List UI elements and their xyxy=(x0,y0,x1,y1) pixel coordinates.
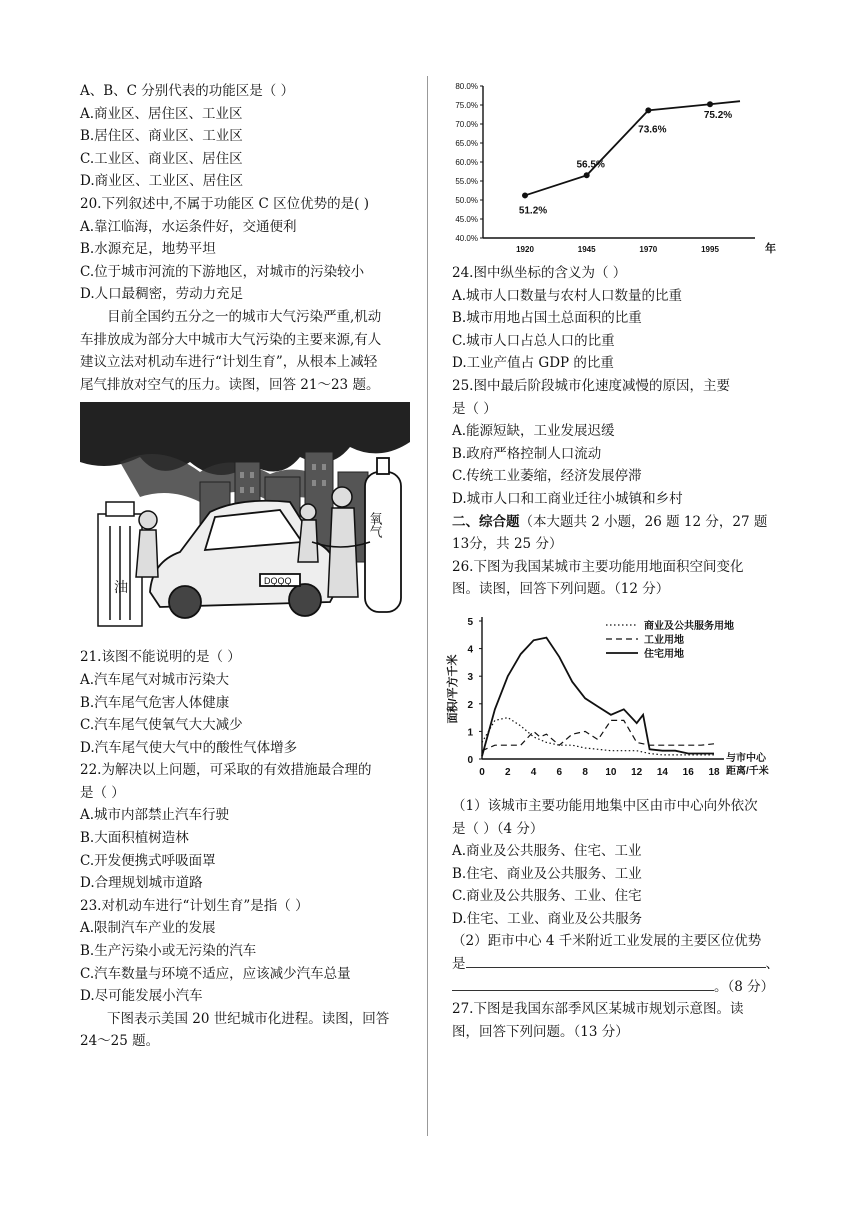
y-tick-label: 60.0% xyxy=(455,158,478,167)
q21-option: C.汽车尾气使氧气大大减少 xyxy=(80,717,243,734)
land-use-chart xyxy=(444,609,782,789)
q22-option: A.城市内部禁止汽车行驶 xyxy=(80,807,230,824)
intro-paragraph-line: 尾气排放对空气的压力。读图，回答 21～23 题。 xyxy=(80,376,380,393)
data-label: 56.5% xyxy=(576,159,605,171)
right-column xyxy=(447,262,782,1043)
y-tick-label: 40.0% xyxy=(455,234,478,243)
intro-paragraph-line: 24～25 题。 xyxy=(80,1033,160,1050)
x-tick-label: 1945 xyxy=(577,245,596,254)
y-tick-label: 50.0% xyxy=(455,196,478,205)
intro-paragraph-line: 车排放成为部分大中城市大气污染的主要来源,有人 xyxy=(80,331,382,348)
x-tick-label: 4 xyxy=(530,766,537,778)
x-tick-label: 2 xyxy=(504,766,511,778)
q24-option: B.城市用地占国土总面积的比重 xyxy=(452,310,642,327)
section-2-note: 13分，共 25 分） xyxy=(452,536,563,553)
q26-1-option: A.商业及公共服务、住宅、工业 xyxy=(452,843,642,860)
q24-stem: 24.图中纵坐标的含义为（ ） xyxy=(452,265,627,281)
q21-option: B.汽车尾气危害人体健康 xyxy=(80,694,230,711)
q21-stem: 21.该图不能说明的是（ ） xyxy=(80,649,241,666)
q25-option: D.城市人口和工商业迁往小城镇和乡村 xyxy=(452,490,683,507)
series-line-dotted xyxy=(482,718,714,755)
y-tick-label: 80.0% xyxy=(455,82,478,91)
answer-blank[interactable] xyxy=(452,990,714,991)
q26-1-option: B.住宅、商业及公共服务、工业 xyxy=(452,865,642,882)
q26-1-option: D.住宅、工业、商业及公共服务 xyxy=(452,910,643,927)
column-divider xyxy=(427,76,428,1136)
q21-option: A.汽车尾气对城市污染大 xyxy=(80,671,230,688)
q19-option: A.商业区、居住区、工业区 xyxy=(80,105,243,122)
x-axis-label: 距离/千米 xyxy=(726,765,769,777)
intro-paragraph-line: 目前全国约五分之一的城市大气污染严重,机动 xyxy=(107,308,382,325)
pollution-cartoon xyxy=(80,402,410,638)
data-point xyxy=(522,192,528,198)
data-point xyxy=(645,107,651,113)
x-tick-label: 16 xyxy=(682,766,694,778)
q25-stem: 25.图中最后阶段城市化速度减慢的原因，主要 xyxy=(452,377,730,394)
x-tick-label: 10 xyxy=(605,766,617,778)
q26-2-answer-line-2 xyxy=(452,976,782,999)
series-line-dashed xyxy=(482,720,714,750)
q27-stem: 图，回答下列问题。（13 分） xyxy=(452,1023,629,1040)
q22-option: C.开发便携式呼吸面罩 xyxy=(80,852,216,869)
q25-option: C.传统工业萎缩，经济发展停滞 xyxy=(452,468,642,485)
q26-stem: 图。读图，回答下列问题。（12 分） xyxy=(452,581,670,598)
license-plate: DQQQ xyxy=(264,576,292,587)
y-tick-label: 70.0% xyxy=(455,120,478,129)
intro-paragraph-line: 建议立法对机动车进行“计划生育”，从根本上减轻 xyxy=(80,354,378,371)
q24-option: D.工业产值占 GDP 的比重 xyxy=(452,355,614,372)
data-point xyxy=(584,172,590,178)
x-tick-label: 8 xyxy=(582,766,588,778)
data-label: 75.2% xyxy=(703,110,733,122)
q25-option: A.能源短缺，工业发展迟缓 xyxy=(452,423,615,440)
y-tick-label: 0 xyxy=(467,754,473,766)
urbanization-chart xyxy=(445,78,785,266)
data-label: 73.6% xyxy=(638,124,667,136)
data-point xyxy=(707,101,713,107)
x-tick-label: 0 xyxy=(479,766,485,778)
q20-option: C.位于城市河流的下游地区，对城市的污染较小 xyxy=(80,263,365,280)
x-tick-label: 1970 xyxy=(639,245,658,254)
q21-option: D.汽车尾气使大气中的酸性气体增多 xyxy=(80,739,298,756)
q24-option: C.城市人口占总人口的比重 xyxy=(452,332,615,349)
q26-stem: 26.下图为我国某城市主要功能用地面积空间变化 xyxy=(452,558,744,575)
intro-paragraph-line: 下图表示美国 20 世纪城市化进程。读图，回答 xyxy=(107,1010,390,1027)
q23-stem: 23.对机动车进行“计划生育”是指（ ） xyxy=(80,897,309,914)
y-tick-label: 5 xyxy=(467,616,473,628)
y-tick-label: 1 xyxy=(467,727,473,739)
land-use-chart-svg xyxy=(444,609,784,785)
q27-stem: 27.下图是我国东部季风区某城市规划示意图。读 xyxy=(452,1001,744,1018)
left-column xyxy=(80,80,410,1053)
cartoon-drawing xyxy=(80,402,410,630)
q23-option: A.限制汽车产业的发展 xyxy=(80,920,216,937)
q26-2-prefix: 是 xyxy=(452,956,466,973)
y-axis-label: 面积/平方千米 xyxy=(447,654,459,724)
y-tick-label: 55.0% xyxy=(455,177,478,186)
q24-option: A.城市人口数量与农村人口数量的比重 xyxy=(452,287,683,304)
y-tick-label: 2 xyxy=(467,699,473,711)
legend-label: 住宅用地 xyxy=(644,648,684,660)
q26-1-stem: （1）该城市主要功能用地集中区由市中心向外依次 xyxy=(452,797,758,814)
q19-option: C.工业区、商业区、居住区 xyxy=(80,150,243,167)
q26-2-comma: 、 xyxy=(765,956,779,973)
q23-option: B.生产污染小或无污染的汽车 xyxy=(80,943,257,960)
answer-blank[interactable] xyxy=(466,967,766,968)
urbanization-chart-svg xyxy=(445,78,785,262)
data-label: 51.2% xyxy=(518,205,548,217)
y-tick-label: 65.0% xyxy=(455,139,478,148)
x-tick-label: 12 xyxy=(631,766,643,778)
legend-label: 商业及公共服务用地 xyxy=(644,620,734,632)
q22-option: D.合理规划城市道路 xyxy=(80,875,203,892)
pump-label: 油 xyxy=(114,579,128,596)
q26-2-answer-line-1 xyxy=(452,953,782,976)
q22-stem: 是（ ） xyxy=(80,784,125,801)
q25-option: B.政府严格控制人口流动 xyxy=(452,445,602,462)
q22-stem: 22.为解决以上问题，可采取的有效措施最合理的 xyxy=(80,762,372,779)
x-axis-label: 与市中心 xyxy=(726,752,766,764)
x-tick-label: 18 xyxy=(708,766,720,778)
q20-option: A.靠江临海，水运条件好，交通便利 xyxy=(80,218,297,235)
x-axis-label: 年 xyxy=(765,243,776,255)
q25-stem: 是（ ） xyxy=(452,400,497,417)
q20-stem: 20.下列叙述中,不属于功能区 C 区位优势的是( ) xyxy=(80,195,369,212)
q20-option: B.水源充足，地势平坦 xyxy=(80,241,216,258)
q26-1-stem: 是（ ）（4 分） xyxy=(452,820,544,837)
section-2-note: （本大题共 2 小题，26 题 12 分，27 题 xyxy=(519,513,768,530)
y-tick-label: 75.0% xyxy=(455,101,478,110)
y-tick-label: 3 xyxy=(467,672,473,684)
q22-option: B.大面积植树造林 xyxy=(80,830,189,847)
q26-2-points: 。（8 分） xyxy=(714,978,775,995)
y-tick-label: 4 xyxy=(467,644,473,656)
legend-label: 工业用地 xyxy=(644,634,684,646)
x-tick-label: 1995 xyxy=(701,245,719,254)
q23-option: D.尽可能发展小汽车 xyxy=(80,988,203,1005)
x-tick-label: 6 xyxy=(556,766,563,778)
q19-stem: A、B、C 分别代表的功能区是（ ） xyxy=(80,83,295,99)
x-tick-label: 1920 xyxy=(516,245,534,254)
q20-option: D.人口最稠密，劳动力充足 xyxy=(80,286,244,303)
x-tick-label: 14 xyxy=(656,766,669,778)
q26-1-option: C.商业及公共服务、工业、住宅 xyxy=(452,888,642,905)
q26-2-stem: （2）距市中心 4 千米附近工业发展的主要区位优势 xyxy=(452,933,762,950)
q19-option: D.商业区、工业区、居住区 xyxy=(80,173,244,190)
cylinder-label: 氧气 xyxy=(367,512,383,539)
y-tick-label: 45.0% xyxy=(455,215,478,224)
section-2-title: 二、综合题 xyxy=(452,513,520,530)
q19-option: B.居住区、商业区、工业区 xyxy=(80,128,243,145)
section-2-heading xyxy=(452,511,782,534)
q23-option: C.汽车数量与环境不适应，应该减少汽车总量 xyxy=(80,965,351,982)
